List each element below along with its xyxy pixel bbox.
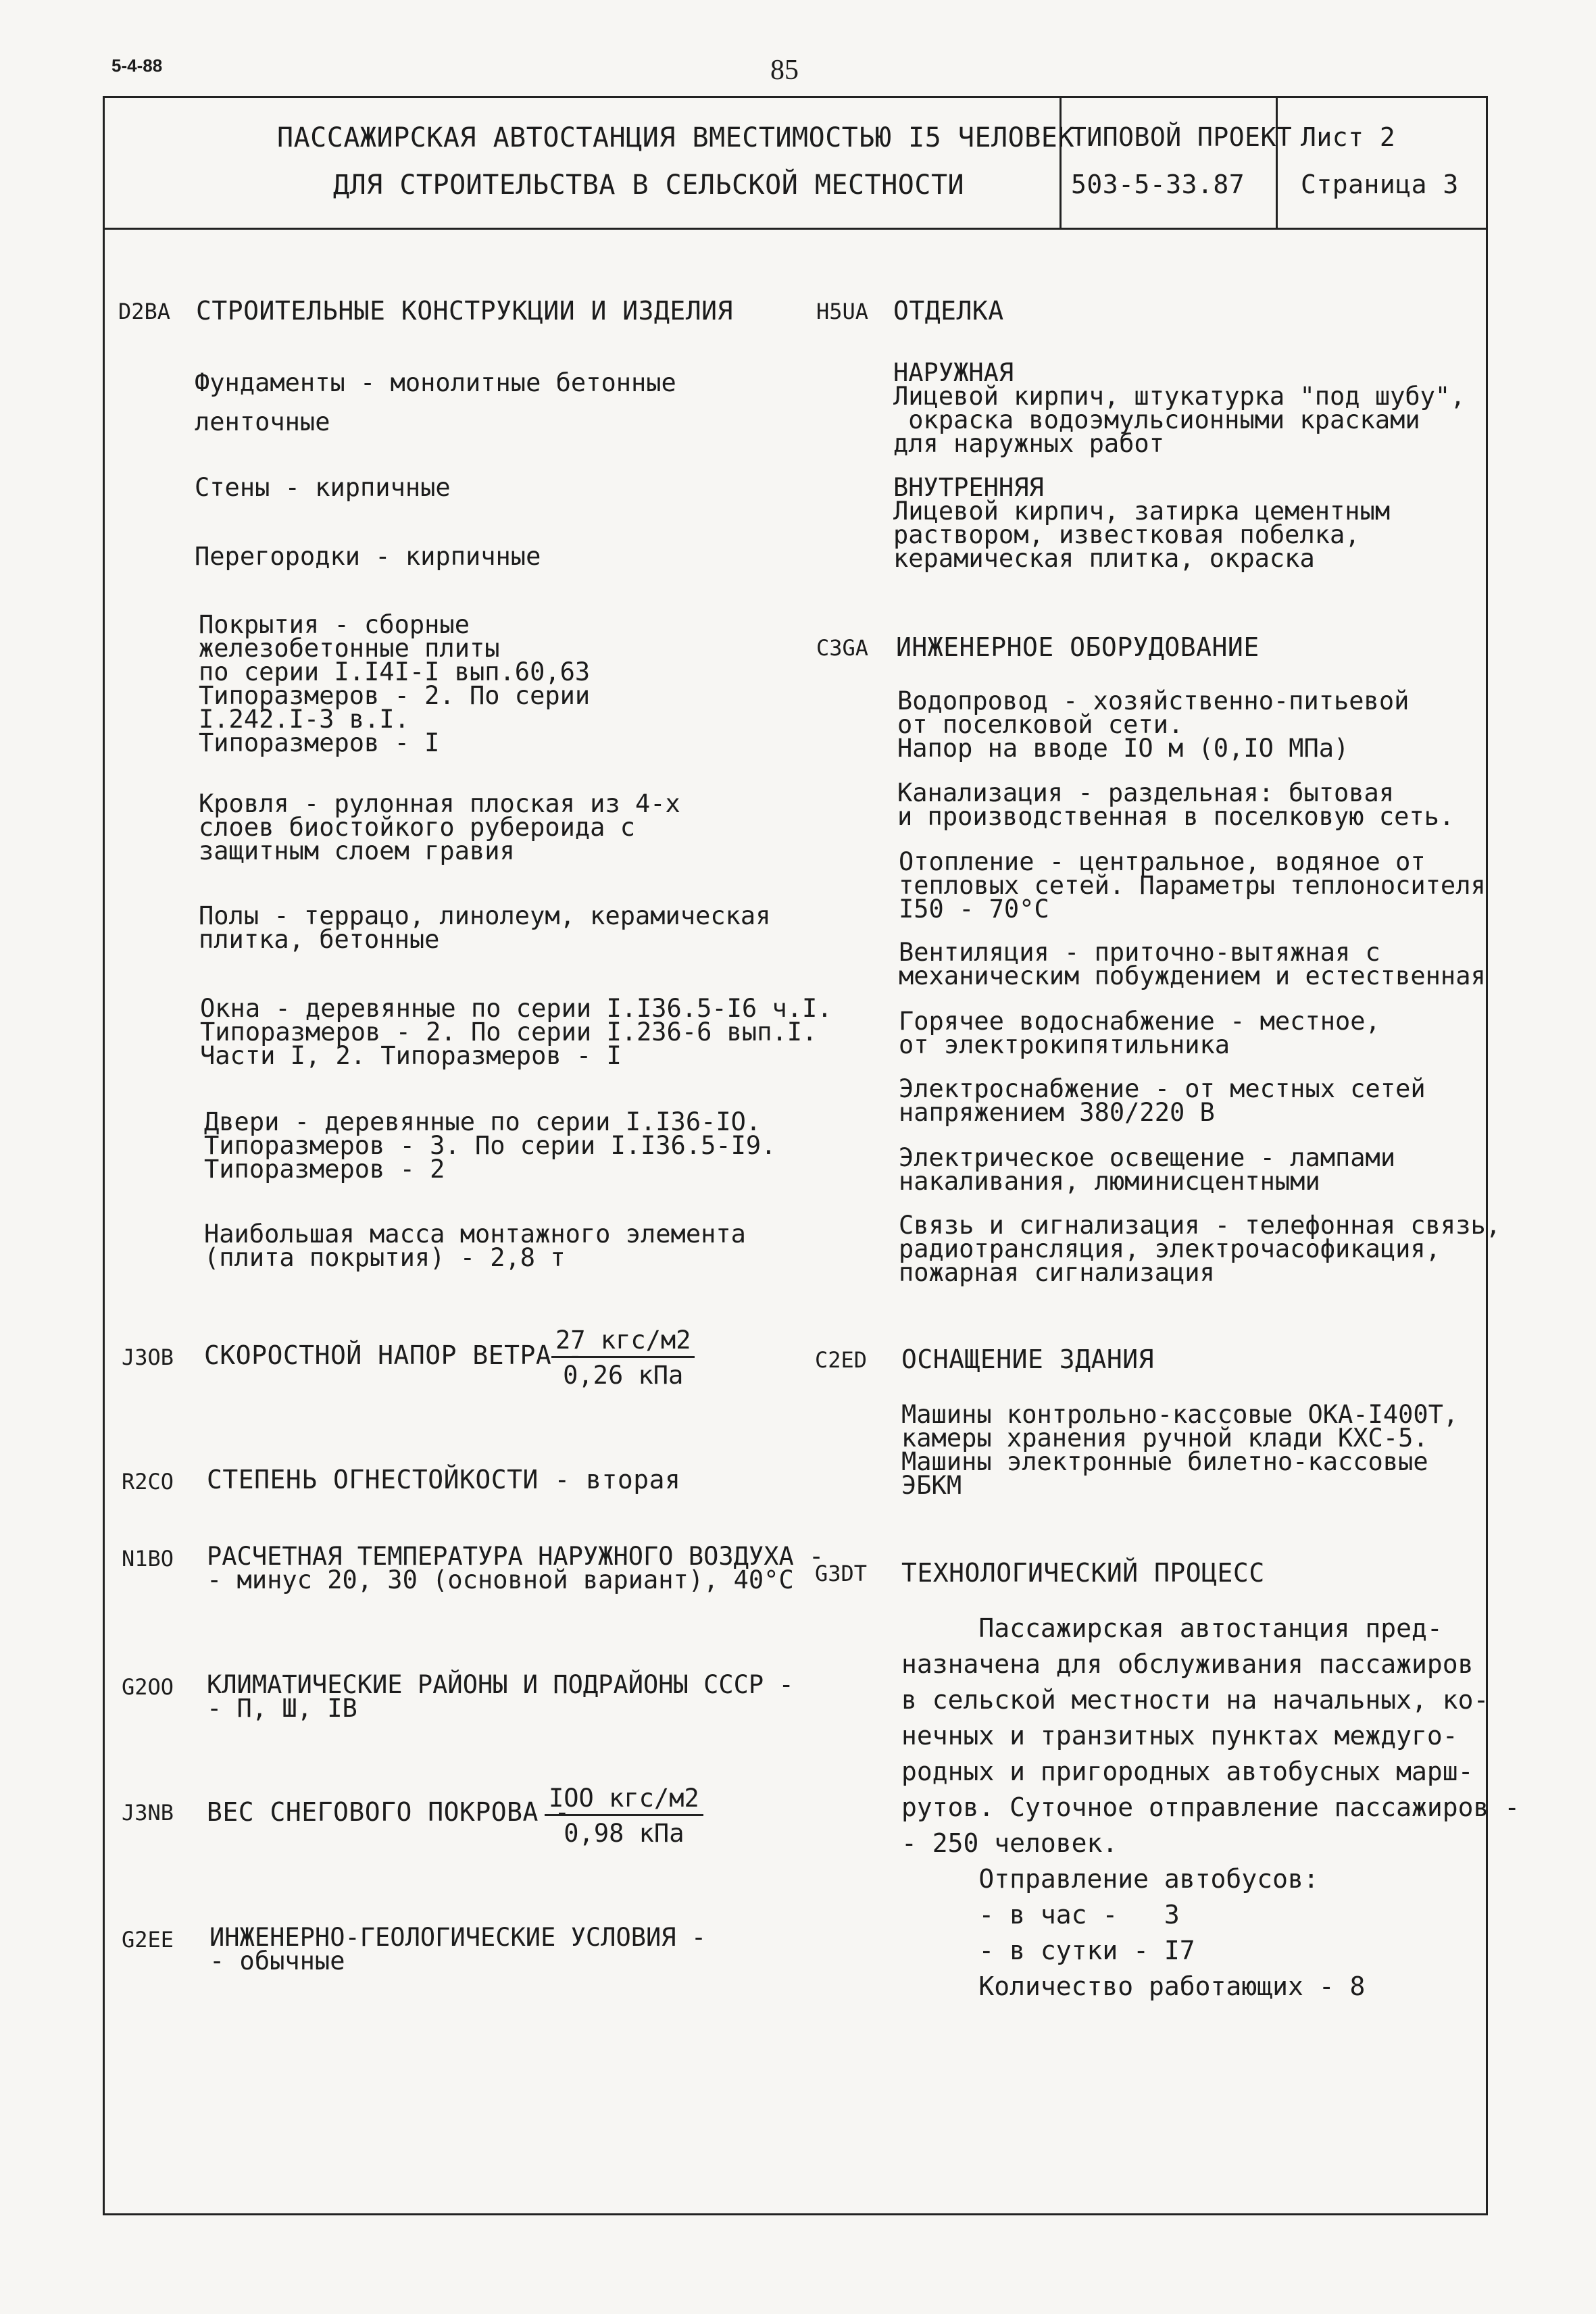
roof-text: Кровля - рулонная плоская из 4-х слоев биостойкого рубероида с защитным слоем гравия <box>199 789 680 865</box>
section-code-geology: G2EE <box>122 1927 174 1953</box>
foundations-text: Фундаменты - монолитные бетонные ленточные <box>195 368 676 436</box>
section-code-building-equipment: C2ED <box>815 1347 868 1373</box>
water-supply-text: Водопровод - хозяйственно-питьевой от поселковой сети. Напор на вводе IO м (0,IO МПа) <box>897 686 1410 763</box>
section-code-finishing: H5UA <box>816 299 869 324</box>
section-title-constructions: СТРОИТЕЛЬНЫЕ КОНСТРУКЦИИ И ИЗДЕЛИЯ <box>196 296 733 326</box>
section-title-equipment: ИНЖЕНЕРНОЕ ОБОРУДОВАНИЕ <box>896 632 1260 662</box>
roofing-slabs-text: Покрытия - сборные железобетонные плиты по серии I.I4I-I вып.60,63 Типоразмеров - 2. По серии I.242.I-3 в.I. Типоразмеров - I <box>199 610 591 757</box>
section-code-equipment: C3GA <box>816 635 869 661</box>
exterior-finishing-text: НАРУЖНАЯ Лицевой кирпич, штукатурка "под шубу", окраска водоэмульсионными красками для наружных работ <box>893 358 1466 458</box>
power-supply-text: Электроснабжение - от местных сетей напряжением 380/220 В <box>899 1074 1426 1127</box>
doors-text: Двери - деревянные по серии I.I36-IO. Типоразмеров - 3. По серии I.I36.5-I9. Типоразмеров - 2 <box>204 1107 776 1184</box>
geology-text: ИНЖЕНЕРНО-ГЕОЛОГИЧЕСКИЕ УСЛОВИЯ - - обычные <box>209 1923 707 1976</box>
section-title-building-equipment: ОСНАЩЕНИЕ ЗДАНИЯ <box>901 1344 1155 1374</box>
header-title-line2: ДЛЯ СТРОИТЕЛЬСТВА В СЕЛЬСКОЙ МЕСТНОСТИ <box>333 170 965 201</box>
wind-title: СКОРОСТНОЙ НАПОР ВЕТРА - <box>204 1340 584 1370</box>
snow-value-kgf: IOO кгс/м2 <box>545 1784 703 1816</box>
climate-text: КЛИМАТИЧЕСКИЕ РАЙОНЫ И ПОДРАЙОНЫ СССР - - П, Ш, IВ <box>207 1670 794 1723</box>
section-title-finishing: ОТДЕЛКА <box>893 296 1004 326</box>
lighting-text: Электрическое освещение - лампами накаливания, люминисцентными <box>899 1143 1396 1196</box>
section-code-fire: R2CO <box>122 1469 174 1494</box>
section-code-temperature: N1BO <box>122 1546 174 1571</box>
page-number: 85 <box>770 55 799 86</box>
project-number: 503-5-33.87 <box>1071 170 1245 199</box>
sewer-text: Канализация - раздельная: бытовая и производственная в поселковую сеть. <box>897 778 1455 831</box>
wind-value-kgf: 27 кгс/м2 <box>551 1326 695 1358</box>
heating-text: Отопление - центральное, водяное от тепловых сетей. Параметры теплоносителя I50 - 70°С <box>899 847 1486 924</box>
section-code-wind: J3OB <box>122 1344 174 1370</box>
walls-text: Стены - кирпичные <box>195 473 451 502</box>
fire-resistance-text: СТЕПЕНЬ ОГНЕСТОЙКОСТИ - вторая <box>207 1465 681 1494</box>
communications-text: Связь и сигнализация - телефонная связь, радиотрансляция, электрочасофикация, пожарная сигнализация <box>899 1211 1501 1287</box>
temperature-text: РАСЧЕТНАЯ ТЕМПЕРАТУРА НАРУЖНОГО ВОЗДУХА - - минус 20, 30 (основной вариант), 40°С <box>207 1542 824 1594</box>
hot-water-text: Горячее водоснабжение - местное, от электрокипятильника <box>899 1007 1380 1059</box>
project-label: ТИПОВОЙ ПРОЕКТ <box>1071 122 1293 152</box>
floors-text: Полы - террацо, линолеум, керамическая плитка, бетонные <box>199 901 771 954</box>
interior-finishing-text: ВНУТРЕННЯЯ Лицевой кирпич, затирка цементным раствором, известковая побелка, керамическая плитка, окраска <box>893 473 1391 573</box>
max-mass-text: Наибольшая масса монтажного элемента (плита покрытия) - 2,8 т <box>204 1219 746 1272</box>
snow-value-kpa: 0,98 кПа <box>564 1819 684 1848</box>
document-code: 5-4-88 <box>111 55 163 76</box>
header-title-line1: ПАССАЖИРСКАЯ АВТОСТАНЦИЯ ВМЕСТИМОСТЬЮ I5 ЧЕЛОВЕК <box>277 122 1074 153</box>
wind-value-kpa: 0,26 кПа <box>563 1361 684 1390</box>
snow-value-fraction <box>545 1784 703 1848</box>
building-equipment-text: Машины контрольно-кассовые ОКА-I400Т, камеры хранения ручной клади КХС-5. Машины электронные билетно-кассовые ЭБКМ <box>901 1400 1459 1500</box>
windows-text: Окна - деревянные по серии I.I36.5-I6 ч.I. Типоразмеров - 2. По серии I.236-6 вып.I. Части I, 2. Типоразмеров - I <box>200 994 832 1070</box>
process-description: Пассажирская автостанция пред- назначена для обслуживания пассажиров в сельской местности на начальных, ко- нечных и транзитных пунктах междуго- родных и пригородных автобусных марш- рутов. Суточное отправление пассажиров - - 250 человек. Отправление автобусов: - в час - 3 - в сутки - I7 Количество работающих - 8 <box>901 1613 1520 2001</box>
sheet-number: Лист 2 <box>1301 122 1396 152</box>
header-bottom-border <box>105 228 1486 230</box>
page-label: Страница 3 <box>1301 170 1459 199</box>
section-code-constructions: D2BA <box>118 299 171 324</box>
section-code-snow: J3NB <box>122 1800 174 1826</box>
section-code-process: G3DT <box>815 1561 868 1586</box>
section-code-climate: G2OO <box>122 1674 174 1700</box>
partitions-text: Перегородки - кирпичные <box>195 542 541 571</box>
header-divider-2 <box>1276 98 1278 228</box>
header-divider-1 <box>1059 98 1062 228</box>
ventilation-text: Вентиляция - приточно-вытяжная с механическим побуждением и естественная <box>899 938 1486 990</box>
wind-value-fraction <box>551 1326 695 1390</box>
section-title-process: ТЕХНОЛОГИЧЕСКИЙ ПРОЦЕСС <box>901 1558 1265 1588</box>
snow-title: ВЕС СНЕГОВОГО ПОКРОВА - <box>207 1797 570 1827</box>
